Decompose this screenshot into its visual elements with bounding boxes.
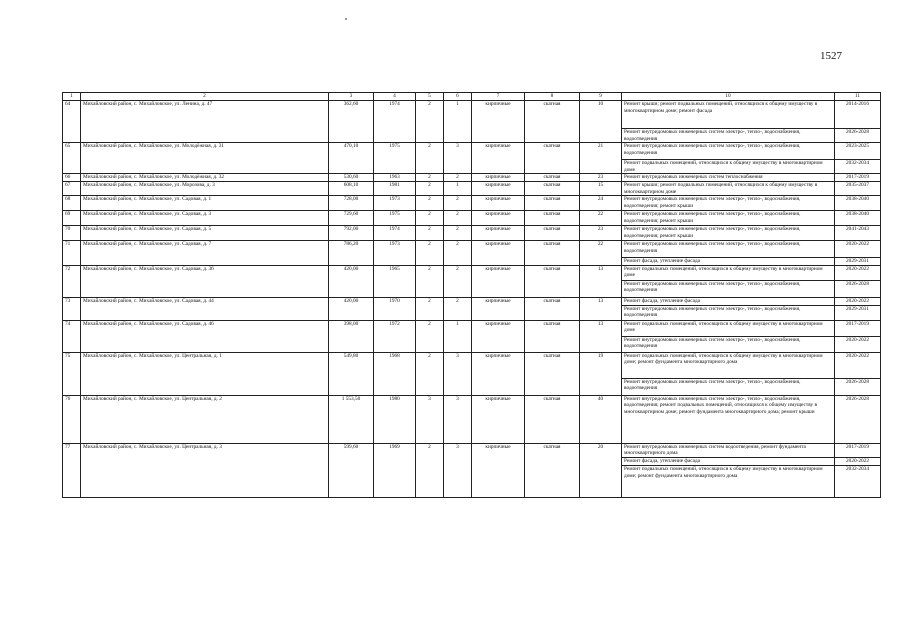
cell-period: 2020-2022 (835, 336, 881, 352)
cell-roof: скатная (525, 265, 580, 297)
cell-period: 2014-2016 (835, 101, 881, 129)
cell-area: 398,00 (329, 320, 374, 352)
cell-roof: скатная (525, 395, 580, 443)
table-row (63, 196, 881, 211)
cell-area: 599,60 (329, 443, 374, 497)
cell-period: 2041-2043 (835, 226, 881, 241)
cell-period: 2026-2028 (835, 378, 881, 395)
col-header: 4 (374, 93, 416, 101)
cell-wall: кирпичные (472, 443, 525, 497)
cell-period: 2029-2031 (835, 258, 881, 266)
cell-apts: 10 (580, 101, 622, 143)
cell-floors: 2 (416, 265, 444, 297)
cell-area: 792,00 (329, 226, 374, 241)
cell-year: 1973 (374, 241, 416, 266)
cell-work-type: Ремонт фасада, утепление фасада (622, 258, 835, 266)
cell-n: 69 (63, 211, 81, 226)
cell-address: Михайловский район, с. Михайловское, ул. Молодёжная, д. 31 (81, 143, 329, 174)
cell-period: 2017-2019 (835, 174, 881, 182)
cell-n: 72 (63, 265, 81, 297)
cell-floors: 2 (416, 352, 444, 395)
cell-wall: кирпичные (472, 241, 525, 266)
cell-work-type: Ремонт внутридомовых инженерных систем электро-, тепло-, водоснабжения, водоотведения (622, 378, 835, 395)
page-number: 1527 (820, 50, 842, 62)
col-header: 6 (444, 93, 472, 101)
cell-year: 1970 (374, 297, 416, 320)
cell-roof: скатная (525, 226, 580, 241)
cell-floors: 2 (416, 443, 444, 497)
cell-roof: скатная (525, 297, 580, 320)
cell-address: Михайловский район, с. Михайловское, ул. Садовая, д. 3 (81, 211, 329, 226)
table-row (63, 320, 881, 336)
cell-wall: кирпичные (472, 211, 525, 226)
cell-area: 728,00 (329, 196, 374, 211)
table-row (63, 395, 881, 443)
cell-area: 470,10 (329, 143, 374, 174)
cell-address: Михайловский район, с. Михайловское, ул. Садовая, д. 46 (81, 320, 329, 352)
cell-work-type: Ремонт внутридомовых инженерных систем электро-, тепло-, водоснабжения, водоотведения; ремонт подвальных помещений, относящихся к общему имуществу в многоквартирном доме; ремонт фундамента многоквартирного дома; ремонт крыши (622, 395, 835, 443)
cell-period: 2032-2034 (835, 465, 881, 497)
cell-n: 76 (63, 395, 81, 443)
cell-n: 65 (63, 143, 81, 174)
cell-work-type: Ремонт внутридомовых инженерных систем электро-, тепло-, водоснабжения, водоотведения (622, 143, 835, 160)
cell-period: 2017-2019 (835, 443, 881, 457)
cell-apts: 23 (580, 174, 622, 182)
cell-n: 68 (63, 196, 81, 211)
col-header: 7 (472, 93, 525, 101)
cell-period: 2029-2031 (835, 305, 881, 320)
cell-address: Михайловский район, с. Михайловское, ул. Морозова, д. 3 (81, 181, 329, 195)
cell-entrances: 3 (444, 352, 472, 395)
cell-wall: кирпичные (472, 320, 525, 352)
table-row (63, 241, 881, 258)
cell-address: Михайловский район, с. Михайловское, ул. Ленина, д. 47 (81, 101, 329, 143)
cell-period: 2035-2037 (835, 181, 881, 195)
cell-year: 1981 (374, 181, 416, 195)
cell-wall: кирпичные (472, 181, 525, 195)
cell-area: 420,00 (329, 265, 374, 297)
cell-wall: кирпичные (472, 297, 525, 320)
cell-entrances: 3 (444, 143, 472, 174)
cell-work-type: Ремонт крыши; ремонт подвальных помещений, относящихся к общему имуществу в многоквартирном доме; ремонт фасада (622, 101, 835, 129)
cell-year: 1968 (374, 352, 416, 395)
cell-apts: 21 (580, 143, 622, 174)
cell-work-type: Ремонт внутридомовых инженерных систем электро-, тепло-, водоснабжения, водоотведения (622, 241, 835, 258)
cell-floors: 2 (416, 297, 444, 320)
cell-work-type: Ремонт внутридомовых инженерных систем электро-, тепло-, водоснабжения, водоотведения (622, 336, 835, 352)
cell-year: 1972 (374, 320, 416, 352)
cell-apts: 13 (580, 265, 622, 297)
cell-apts: 13 (580, 297, 622, 320)
cell-year: 1969 (374, 443, 416, 497)
cell-apts: 22 (580, 241, 622, 266)
cell-roof: скатная (525, 241, 580, 266)
cell-apts: 40 (580, 395, 622, 443)
cell-floors: 2 (416, 174, 444, 182)
cell-work-type: Ремонт внутридомовых инженерных систем электро-, тепло-, водоснабжения, водоотведения (622, 305, 835, 320)
cell-year: 1975 (374, 211, 416, 226)
cell-roof: скатная (525, 320, 580, 352)
cell-work-type: Ремонт фасада, утепление фасада (622, 297, 835, 305)
table-row (63, 174, 881, 182)
cell-entrances: 1 (444, 101, 472, 143)
cell-apts: 24 (580, 196, 622, 211)
cell-year: 1980 (374, 395, 416, 443)
cell-entrances: 3 (444, 395, 472, 443)
col-header: 11 (835, 93, 881, 101)
cell-period: 2026-2028 (835, 129, 881, 143)
table-row (63, 143, 881, 160)
cell-wall: кирпичные (472, 101, 525, 143)
col-header: 8 (525, 93, 580, 101)
cell-year: 1963 (374, 174, 416, 182)
cell-work-type: Ремонт внутридомовых инженерных систем электро-, тепло-, водоснабжения, водоотведения (622, 129, 835, 143)
cell-area: 729,60 (329, 211, 374, 226)
cell-floors: 2 (416, 101, 444, 143)
cell-apts: 22 (580, 211, 622, 226)
cell-work-type: Ремонт подвальных помещений, относящихся к общему имуществу в многоквартирном доме; ремонт фундамента многоквартирного дома (622, 465, 835, 497)
cell-roof: скатная (525, 443, 580, 497)
cell-area: 420,00 (329, 297, 374, 320)
cell-work-type: Ремонт внутридомовых инженерных систем электро-, тепло-, водоснабжения, водоотведения (622, 280, 835, 297)
cell-entrances: 2 (444, 196, 472, 211)
cell-address: Михайловский район, с. Михайловское, ул. Садовая, д. 36 (81, 265, 329, 297)
cell-n: 71 (63, 241, 81, 266)
cell-floors: 2 (416, 226, 444, 241)
cell-n: 70 (63, 226, 81, 241)
cell-floors: 2 (416, 181, 444, 195)
cell-entrances: 1 (444, 181, 472, 195)
table-row (63, 297, 881, 305)
table-row (63, 443, 881, 457)
cell-roof: скатная (525, 352, 580, 395)
table-row (63, 211, 881, 226)
cell-entrances: 2 (444, 265, 472, 297)
cell-n: 74 (63, 320, 81, 352)
cell-address: Михайловский район, с. Михайловское, ул. Центральная, д. 3 (81, 443, 329, 497)
cell-area: 530,60 (329, 174, 374, 182)
col-header: 3 (329, 93, 374, 101)
cell-n: 73 (63, 297, 81, 320)
cell-n: 75 (63, 352, 81, 395)
cell-work-type: Ремонт крыши; ремонт подвальных помещений, относящихся к общему имуществу в многоквартирном доме (622, 181, 835, 195)
cell-address: Михайловский район, с. Михайловское, ул. Молодёжная, д. 32 (81, 174, 329, 182)
cell-wall: кирпичные (472, 174, 525, 182)
cell-period: 2026-2028 (835, 280, 881, 297)
cell-area: 362,60 (329, 101, 374, 143)
cell-n: 64 (63, 101, 81, 143)
cell-roof: скатная (525, 181, 580, 195)
housing-repair-table (62, 92, 881, 498)
cell-year: 1974 (374, 226, 416, 241)
table-row (63, 101, 881, 129)
cell-address: Михайловский район, с. Михайловское, ул. Садовая, д. 5 (81, 226, 329, 241)
cell-period: 2020-2022 (835, 241, 881, 258)
cell-floors: 2 (416, 143, 444, 174)
cell-entrances: 2 (444, 226, 472, 241)
table-row (63, 265, 881, 280)
col-header: 9 (580, 93, 622, 101)
cell-year: 1975 (374, 143, 416, 174)
table-row (63, 352, 881, 378)
cell-year: 1965 (374, 265, 416, 297)
cell-work-type: Ремонт подвальных помещений, относящихся к общему имуществу в многоквартирном доме; ремонт фундамента многоквартирного дома (622, 352, 835, 378)
cell-roof: скатная (525, 101, 580, 143)
cell-period: 2017-2019 (835, 320, 881, 336)
cell-area: 786,20 (329, 241, 374, 266)
cell-area: 608,10 (329, 181, 374, 195)
cell-work-type: Ремонт внутридомовых инженерных систем электро-, тепло-, водоснабжения, водоотведения; ремонт крыши (622, 226, 835, 241)
cell-apts: 20 (580, 443, 622, 497)
cell-period: 2020-2022 (835, 352, 881, 378)
cell-floors: 2 (416, 320, 444, 352)
cell-wall: кирпичные (472, 143, 525, 174)
cell-period: 2026-2028 (835, 395, 881, 443)
cell-work-type: Ремонт внутридомовых инженерных систем электро-, тепло-, водоснабжения, водоотведения; ремонт крыши (622, 196, 835, 211)
cell-address: Михайловский район, с. Михайловское, ул. Садовая, д. 7 (81, 241, 329, 266)
cell-entrances: 2 (444, 241, 472, 266)
cell-period: 2020-2022 (835, 265, 881, 280)
cell-floors: 2 (416, 241, 444, 266)
cell-period: 2020-2022 (835, 297, 881, 305)
cell-year: 1974 (374, 101, 416, 143)
cell-year: 1973 (374, 196, 416, 211)
cell-n: 77 (63, 443, 81, 497)
cell-wall: кирпичные (472, 352, 525, 395)
column-number-row (63, 93, 881, 101)
cell-period: 2038-2040 (835, 211, 881, 226)
cell-entrances: 2 (444, 297, 472, 320)
cell-address: Михайловский район, с. Михайловское, ул. Садовая, д. 44 (81, 297, 329, 320)
cell-wall: кирпичные (472, 226, 525, 241)
cell-wall: кирпичные (472, 265, 525, 297)
cell-address: Михайловский район, с. Михайловское, ул. Центральная, д. 1 (81, 352, 329, 395)
cell-work-type: Ремонт подвальных помещений, относящихся к общему имуществу в многоквартирном доме (622, 265, 835, 280)
cell-roof: скатная (525, 143, 580, 174)
cell-n: 67 (63, 181, 81, 195)
cell-roof: скатная (525, 174, 580, 182)
cell-work-type: Ремонт внутридомовых инженерных систем водоотведения, ремонт фундамента многоквартирного дома (622, 443, 835, 457)
cell-address: Михайловский район, с. Михайловское, ул. Центральная, д. 2 (81, 395, 329, 443)
cell-period: 2020-2022 (835, 457, 881, 465)
cell-address: Михайловский район, с. Михайловское, ул. Садовая, д. 1 (81, 196, 329, 211)
cell-period: 2023-2025 (835, 143, 881, 160)
cell-apts: 13 (580, 320, 622, 352)
cell-work-type: Ремонт внутридомовых инженерных систем электро-, тепло-, водоснабжения, водоотведения; ремонт крыши (622, 211, 835, 226)
cell-n: 66 (63, 174, 81, 182)
cell-floors: 3 (416, 395, 444, 443)
cell-wall: кирпичные (472, 395, 525, 443)
cell-period: 2032-2034 (835, 160, 881, 174)
cell-entrances: 2 (444, 174, 472, 182)
cell-entrances: 2 (444, 211, 472, 226)
col-header: 1 (63, 93, 81, 101)
cell-work-type: Ремонт подвальных помещений, относящихся к общему имуществу в многоквартирном доме (622, 160, 835, 174)
cell-apts: 19 (580, 352, 622, 395)
col-header: 5 (416, 93, 444, 101)
cell-work-type: Ремонт подвальных помещений, относящихся к общему имуществу в многоквартирном доме (622, 320, 835, 336)
cell-period: 2038-2040 (835, 196, 881, 211)
cell-entrances: 1 (444, 320, 472, 352)
cell-roof: скатная (525, 196, 580, 211)
cell-roof: скатная (525, 211, 580, 226)
table-row (63, 226, 881, 241)
cell-work-type: Ремонт внутридомовых инженерных систем теплоснабжения (622, 174, 835, 182)
cell-entrances: 3 (444, 443, 472, 497)
cell-floors: 2 (416, 196, 444, 211)
table-row (63, 181, 881, 195)
cell-apts: 15 (580, 181, 622, 195)
cell-floors: 2 (416, 211, 444, 226)
cell-wall: кирпичные (472, 196, 525, 211)
cell-area: 549,80 (329, 352, 374, 395)
table-body (63, 101, 881, 498)
col-header: 2 (81, 93, 329, 101)
cell-apts: 23 (580, 226, 622, 241)
cell-work-type: Ремонт фасада, утепление фасада (622, 457, 835, 465)
col-header: 10 (622, 93, 835, 101)
cell-area: 1 553,50 (329, 395, 374, 443)
scan-speck (345, 18, 347, 20)
